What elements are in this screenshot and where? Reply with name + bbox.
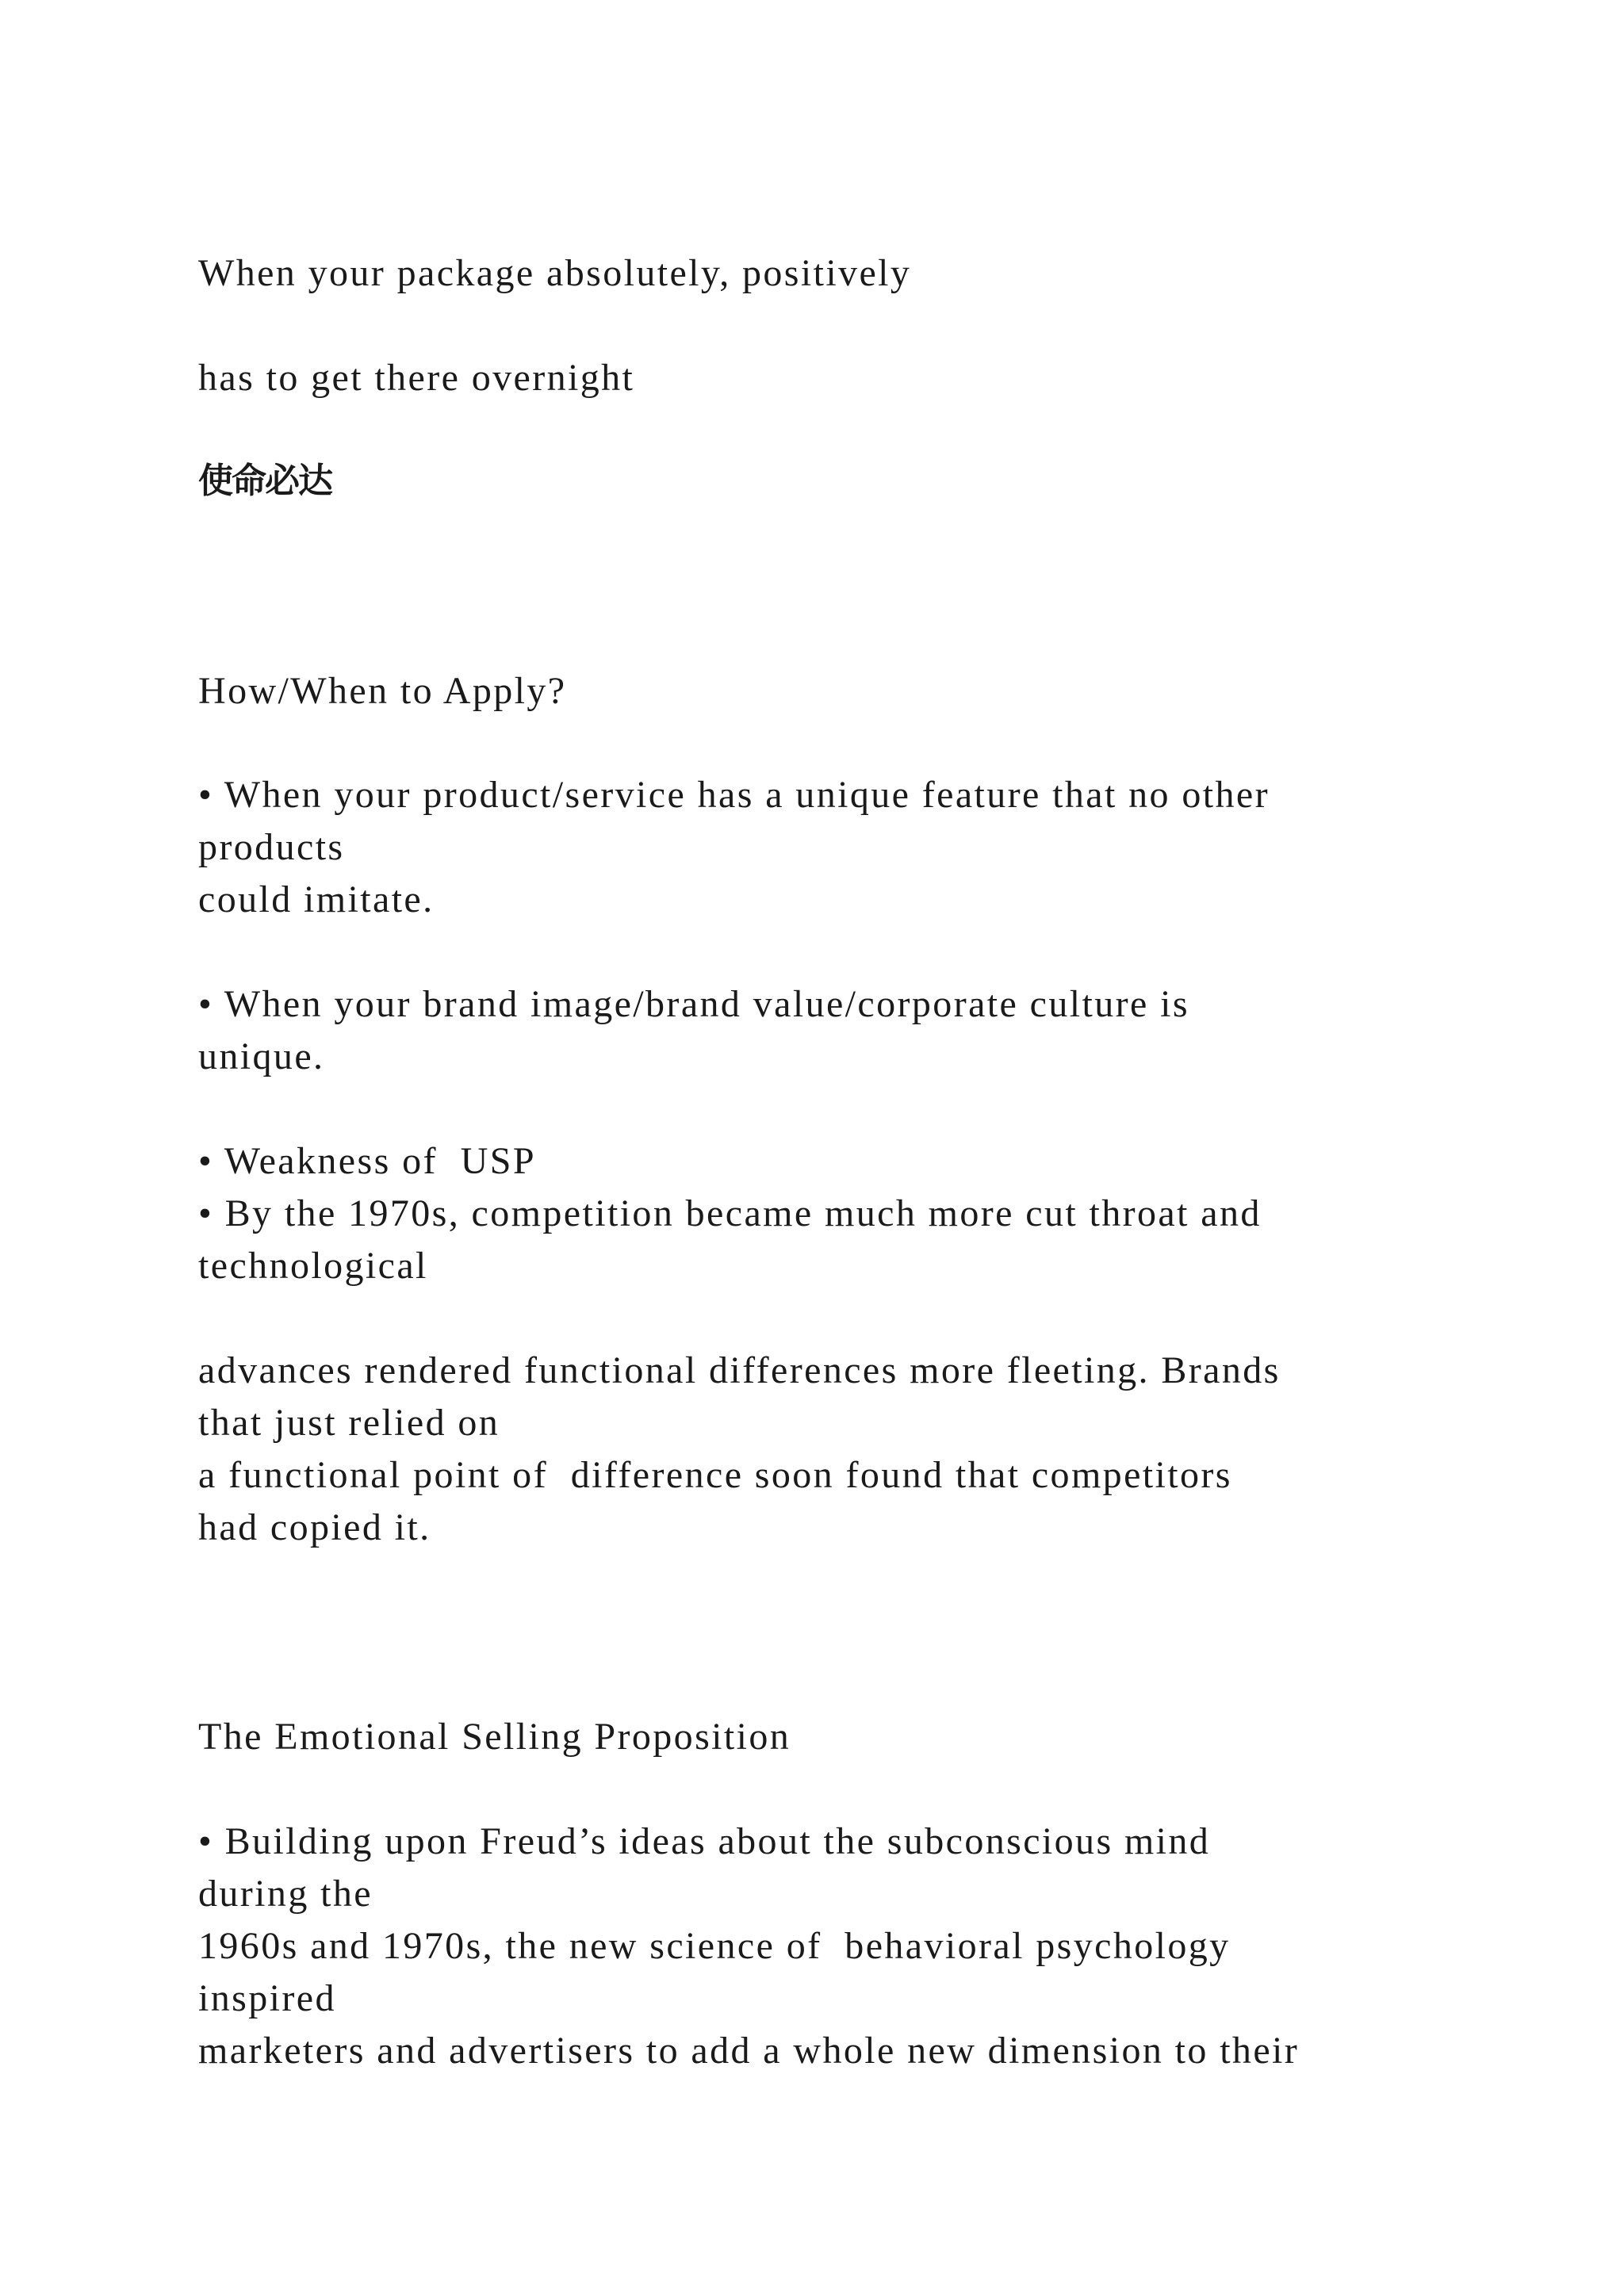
apply-paragraph-line-1: advances rendered functional differences more fleeting. Brands [198, 1349, 1281, 1391]
apply-paragraph-line-4: had copied it. [198, 1506, 431, 1548]
apply-heading: How/When to Apply? [198, 670, 567, 712]
apply-bullet-1-line-3: could imitate. [198, 878, 435, 920]
slogan-chinese: 使命必达 [198, 461, 331, 501]
slogan-line-1: When your package absolutely, positively [198, 252, 912, 294]
apply-paragraph-line-3: a functional point of difference soon found that competitors [198, 1454, 1232, 1496]
esp-bullet-1-line-1: • Building upon Freud’s ideas about the subconscious mind [198, 1820, 1211, 1862]
apply-bullet-4-line-2: technological [198, 1245, 428, 1287]
apply-bullet-3: • Weakness of USP [198, 1140, 536, 1182]
esp-bullet-1-line-2: during the [198, 1873, 373, 1915]
esp-bullet-1-line-5: marketers and advertisers to add a whole new dimension to their [198, 2030, 1300, 2072]
esp-bullet-1-line-3: 1960s and 1970s, the new science of behavioral psychology [198, 1925, 1231, 1967]
esp-bullet-1-line-4: inspired [198, 1977, 336, 2019]
apply-bullet-2-line-1: • When your brand image/brand value/corporate culture is [198, 983, 1189, 1025]
esp-heading: The Emotional Selling Proposition [198, 1716, 791, 1758]
apply-paragraph-line-2: that just relied on [198, 1402, 500, 1444]
apply-bullet-1-line-1: • When your product/service has a unique feature that no other [198, 774, 1270, 816]
slogan-line-2: has to get there overnight [198, 357, 635, 399]
apply-bullet-4-line-1: • By the 1970s, competition became much more cut throat and [198, 1192, 1262, 1234]
apply-bullet-1-line-2: products [198, 826, 345, 868]
apply-bullet-2-line-2: unique. [198, 1035, 325, 1077]
